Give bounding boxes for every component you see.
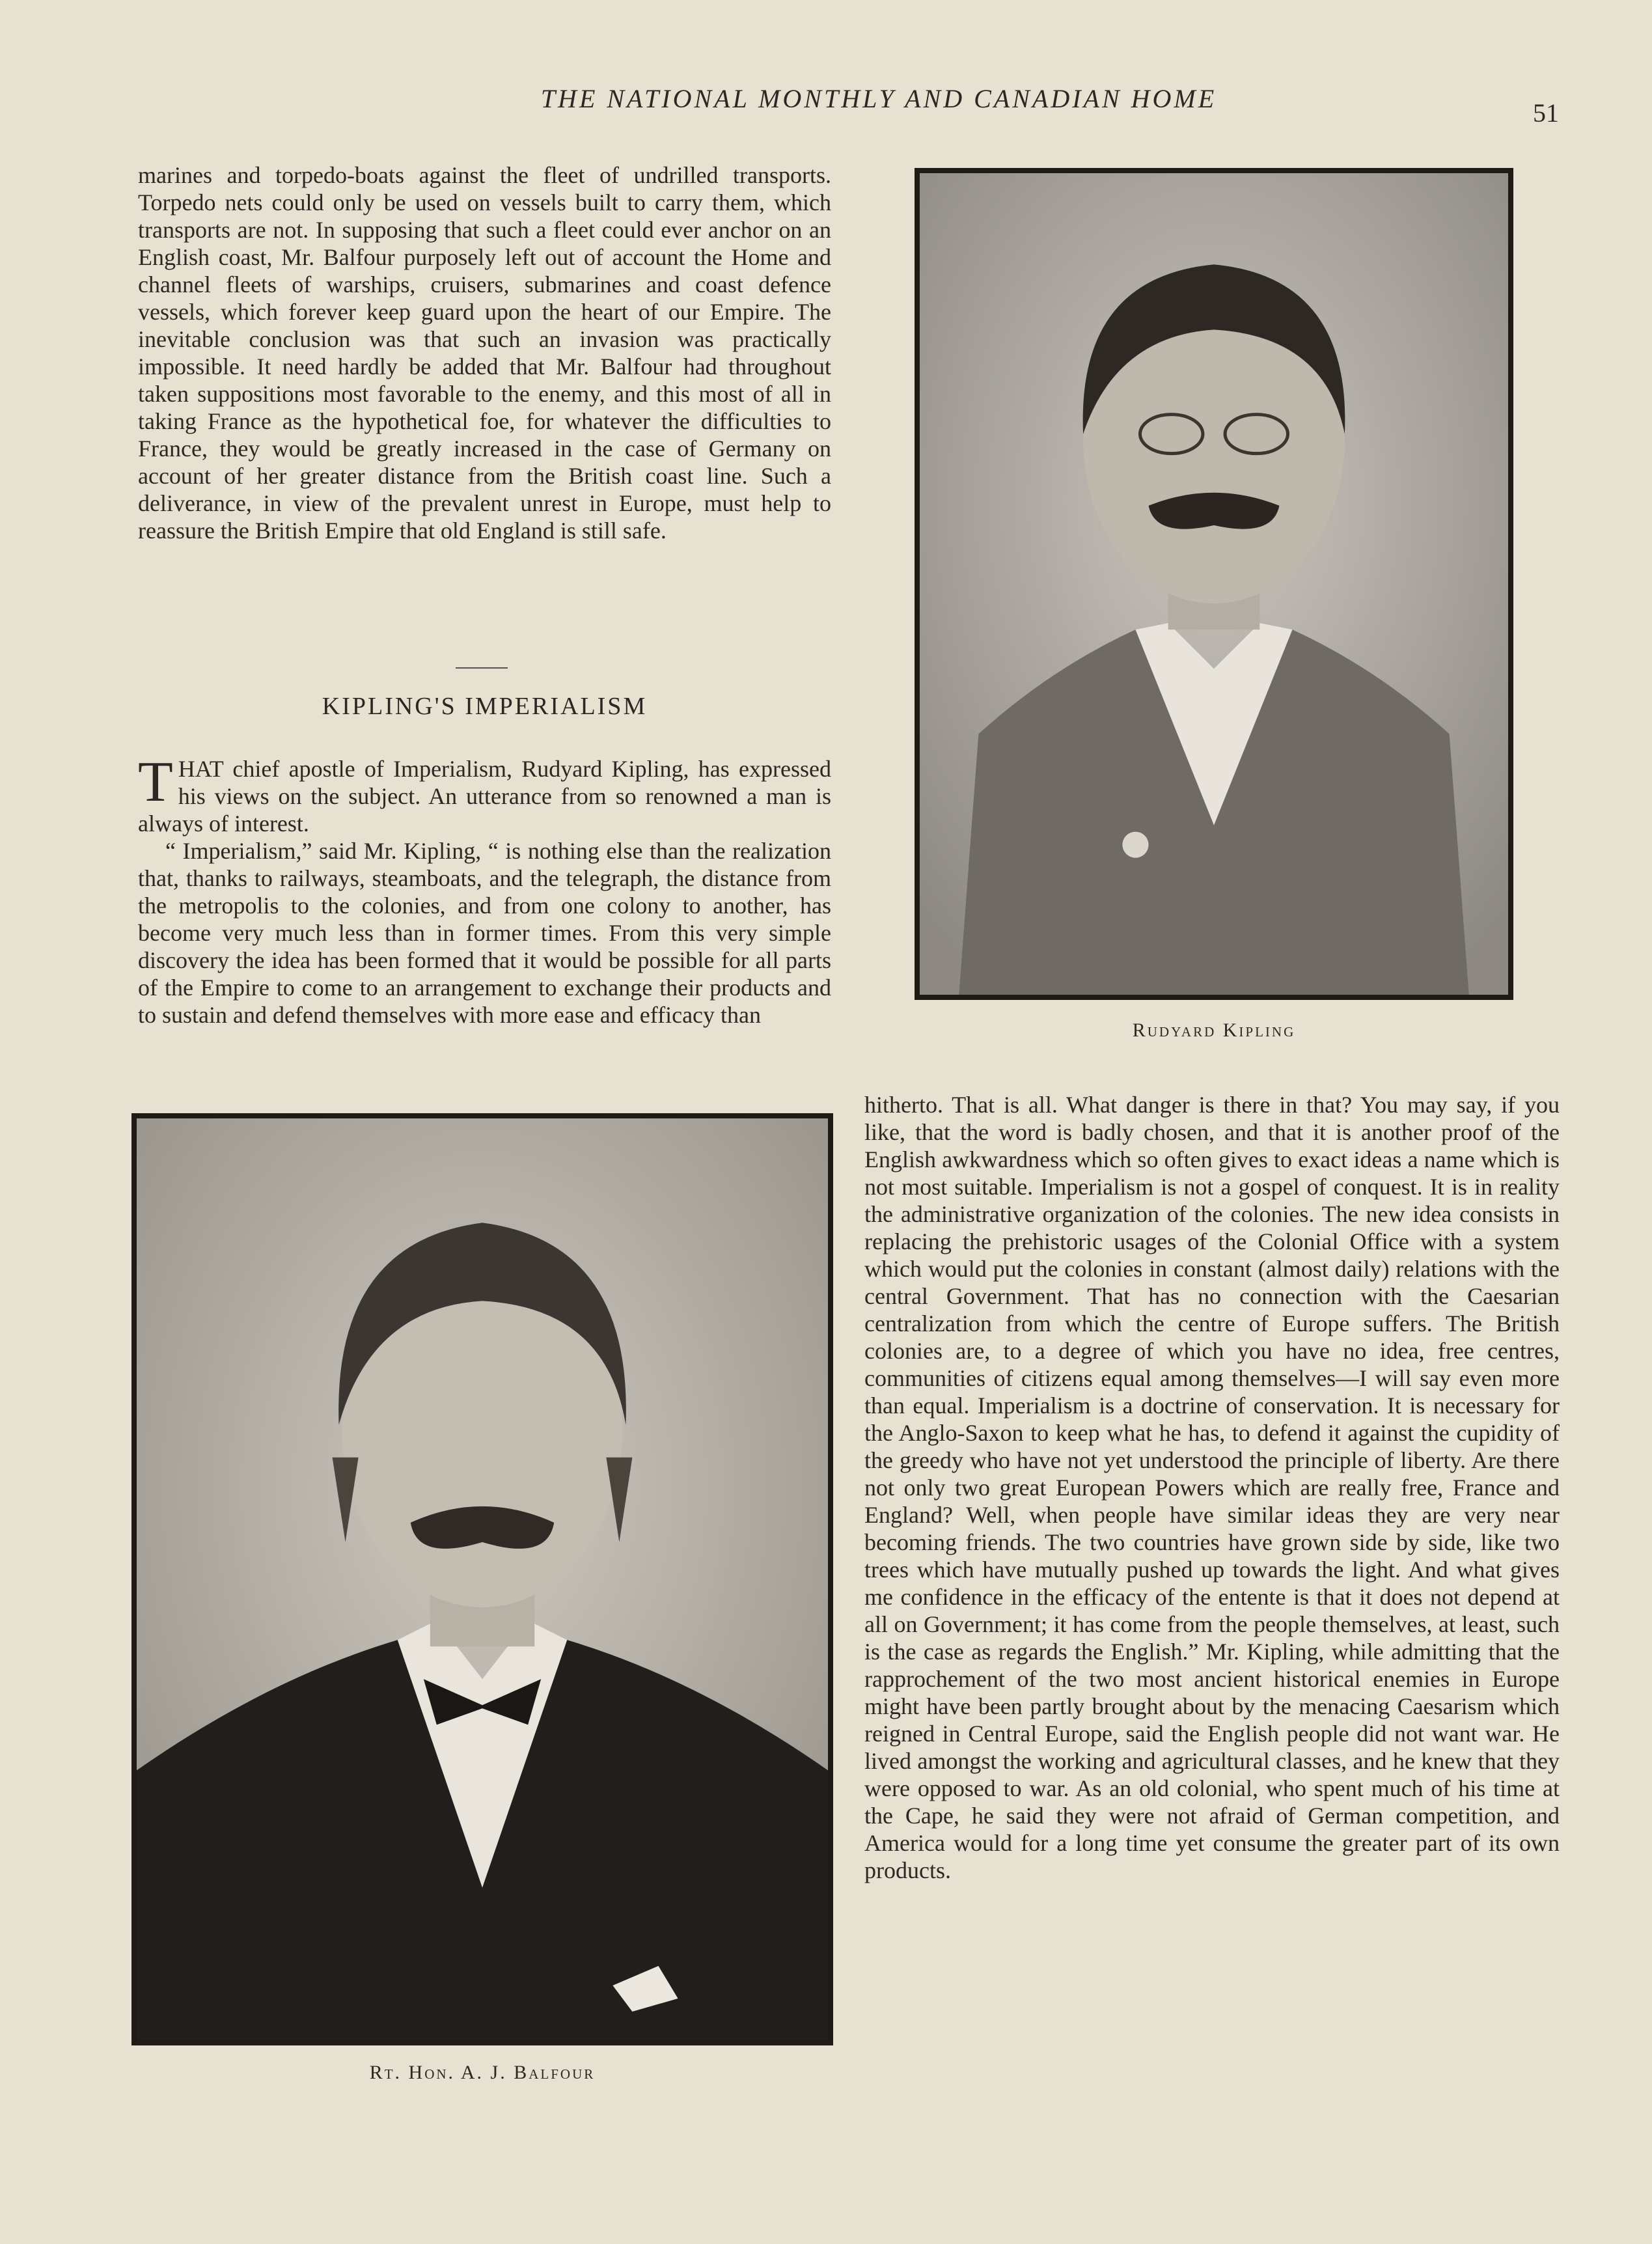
column-top-left	[138, 161, 831, 544]
paragraph: “ Imperialism,” said Mr. Kipling, “ is nothing else than the realization that, thanks to railways, steamboats, and the telegraph, the distance from the metropolis to the colonies, and from one colony to another, has become very much less than in former times. From this very simple discovery the idea has been formed that it would be possible for all parts of the Empire to come to an arrangement to exchange their products and to sustain and defend themselves with more ease and efficacy than	[138, 838, 831, 1028]
section-title: KIPLING'S IMPERIALISM	[322, 693, 648, 720]
kipling-caption: Rudyard Kipling	[1132, 1019, 1296, 1041]
column-middle-left	[138, 751, 831, 1029]
paragraph: marines and torpedo-boats against the fleet of undrilled transports. Torpedo nets could only be used on vessels built to carry them, which transports are not. In supposing that such a fleet could ever anchor on an English coast, Mr. Balfour purposely left out of account the Home and channel fleets of warships, cruisers, submarines and coast defence vessels, which forever keep guard upon the heart of our Empire. The inevitable conclusion was that such an invasion was practically impossible. It need hardly be added that Mr. Balfour had throughout taken suppositions most favorable to the enemy, and this most of all in taking France as the hypothetical foe, for whatever the difficulties to France, they would be greatly increased in the case of Germany on account of her greater distance from the British coast line. Such a deliverance, in view of the prevalent unrest in Europe, must help to reassure the British Empire that old England is still safe.	[138, 162, 831, 544]
page-number: 51	[1533, 98, 1559, 128]
paragraph: hitherto. That is all. What danger is there in that? You may say, if you like, that the word is badly chosen, and that it is another proof of the English awkwardness which so often gives to exact ideas a name which is not most suitable. Imperialism is not a gospel of conquest. It is in reality the administrative organization of the colonies. The new idea consists in replacing the prehistoric usages of the Colonial Office with a system which would put the colonies in constant (almost daily) relations with the central Government. That has no connection with the Caesarian centralization from which the centre of Europe suffers. The British colonies are, to a degree of which you have no idea, free centres, communities of citizens equal among themselves—I will say even more than equal. Imperialism is a doctrine of conservation. It is necessary for the Anglo-Saxon to keep what he has, to defend it against the cupidity of the greedy who have not yet understood the principle of liberty. Are there not only two great European Powers which are really free, France and England? Well, when people have similar ideas they are very near becoming friends. The two countries have grown side by side, like two trees which have mutually pushed up towards the light. And what gives me confidence in the efficacy of the entente is that it does not depend at all on Government; it has come from the people themselves, at least, such is the case as regards the English.” Mr. Kipling, while admitting that the rapprochement of the two most ancient historical enemies in Europe might have been partly brought about by the menacing Caesarism which reigned in Central Europe, said the English people did not want war. He lived amongst the working and agricultural classes, and he knew that they were opposed to war. As an old colonial, who spent much of his time at the Cape, he said they were not afraid of German competition, and America would for a long time yet consume the greater part of its own products.	[864, 1092, 1560, 1883]
paragraph-text: HAT chief apostle of Imperialism, Rudyard Kipling, has expressed his views on the subject. An utterance from so renowned a man is always of interest.	[138, 756, 831, 837]
paragraph	[138, 751, 831, 837]
running-header: THE NATIONAL MONTHLY AND CANADIAN HOME	[540, 84, 1217, 113]
column-right	[864, 1091, 1560, 1884]
section-divider	[456, 667, 508, 669]
balfour-portrait-image	[131, 1113, 833, 2045]
drop-cap: T	[138, 751, 173, 814]
kipling-portrait-image	[915, 168, 1513, 1000]
balfour-caption: Rt. Hon. A. J. Balfour	[369, 2062, 596, 2083]
